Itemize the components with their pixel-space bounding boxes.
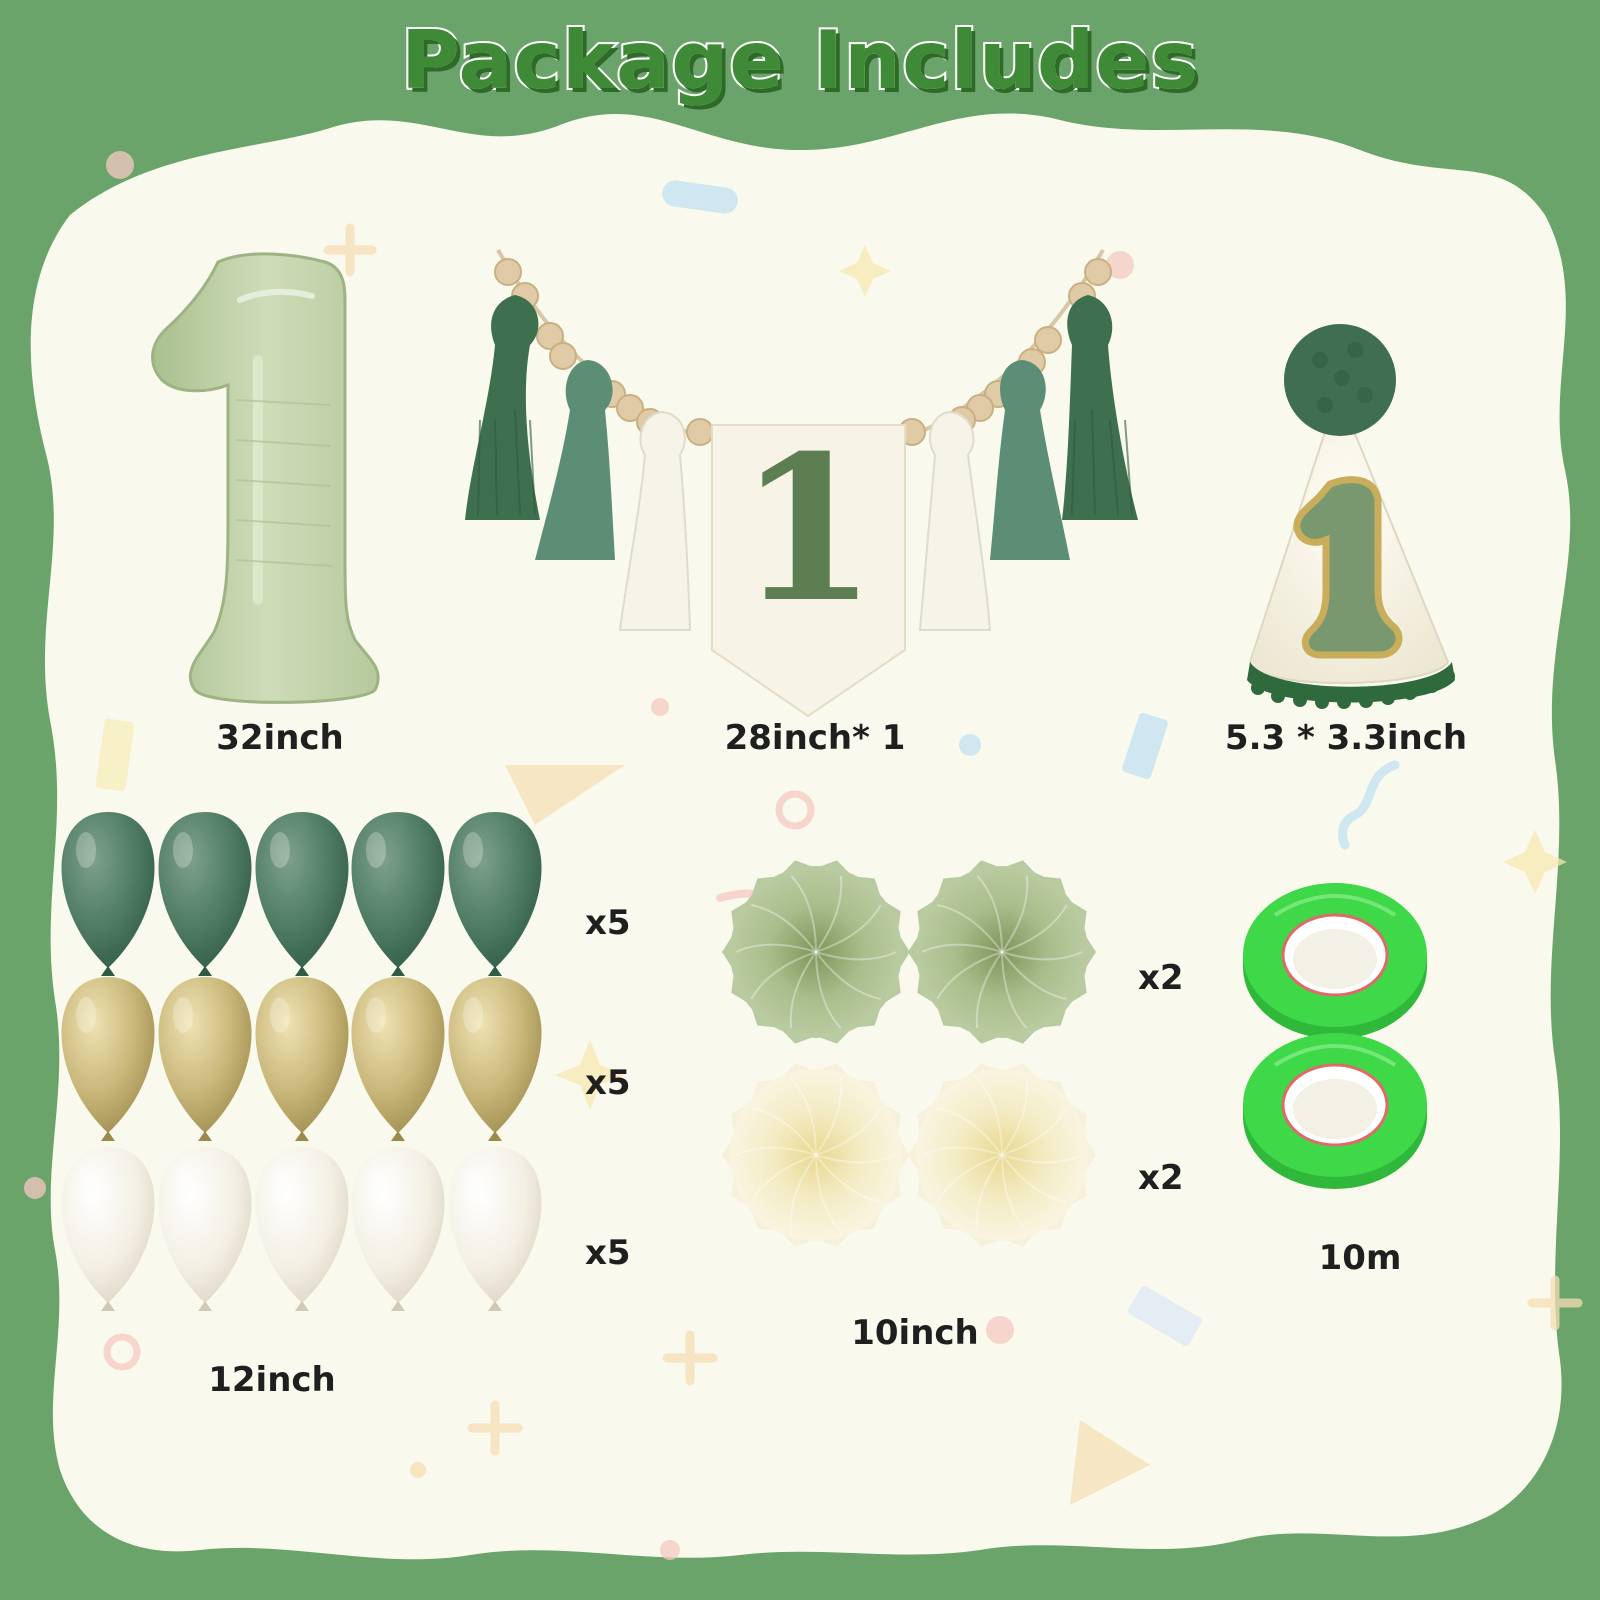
ribbon-roll xyxy=(1243,1033,1427,1189)
gold-balloon-quantity: x5 xyxy=(585,1063,631,1103)
ribbon-length-label: 10m xyxy=(1318,1238,1402,1278)
white-balloon-quantity: x5 xyxy=(585,1233,631,1273)
number-balloon-size-label: 32inch xyxy=(216,718,344,758)
latex-balloon-size-label: 12inch xyxy=(208,1360,336,1400)
cream-pom-pom-quantity: x2 xyxy=(1138,1158,1184,1198)
banner-size-label: 28inch* 1 xyxy=(724,718,906,758)
banner-digit: 1 xyxy=(737,412,878,647)
party-hat-size-label: 5.3 * 3.3inch xyxy=(1224,718,1468,758)
pom-pom-size-label: 10inch xyxy=(851,1313,979,1353)
ribbon-roll xyxy=(1243,883,1427,1039)
green-balloon-quantity: x5 xyxy=(585,903,631,943)
latex-balloon-grid xyxy=(62,812,542,1311)
sage-pom-pom-quantity: x2 xyxy=(1138,958,1184,998)
page-title: Package Includes xyxy=(400,14,1200,107)
